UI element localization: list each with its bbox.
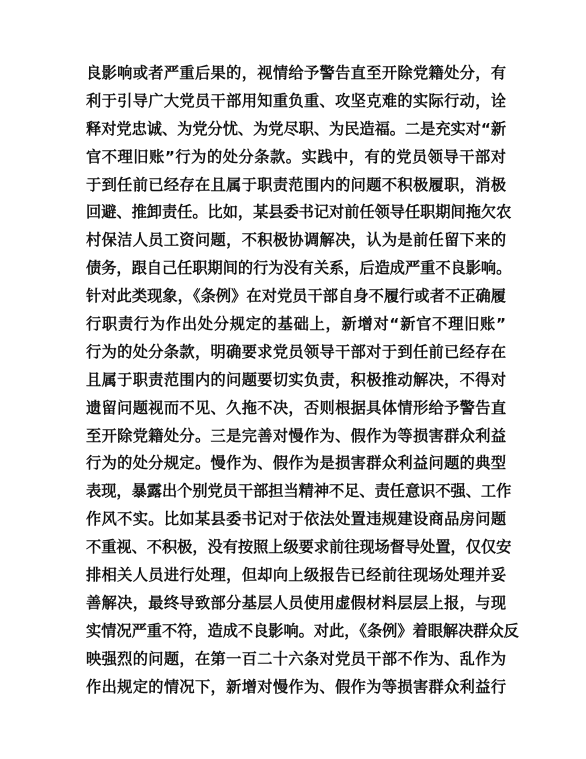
text-line: 针对此类现象，《条例》在对党员干部自身不履行或者不正确履 <box>86 287 506 306</box>
text-line: 排相关人员进行处理，但却向上级报告已经前往现场处理并妥 <box>86 566 506 585</box>
text-line: 利于引导广大党员干部用知重负重、攻坚克难的实际行动，诠 <box>86 91 506 110</box>
text-line: 村保洁人员工资问题，不积极协调解决，认为是前任留下来的 <box>86 231 506 250</box>
text-line: 良影响或者严重后果的，视情给予警告直至开除党籍处分，有 <box>86 64 506 82</box>
body-text <box>86 60 519 701</box>
text-line: 遗留问题视而不见、久拖不决，否则根据具体情形给予警告直 <box>86 398 506 417</box>
text-line: 映强烈的问题，在第一百二十六条对党员干部不作为、乱作为 <box>86 649 506 668</box>
text-line: 作出规定的情况下，新增对慢作为、假作为等损害群众利益行 <box>86 677 506 696</box>
text-line: 回避、推卸责任。比如，某县委书记对前任领导任职期间拖欠农 <box>86 203 512 222</box>
text-line: 行职责行为作出处分规定的基础上，新增对“新官不理旧账” <box>86 315 506 334</box>
text-line: 行为的处分条款，明确要求党员领导干部对于到任前已经存在 <box>86 342 506 361</box>
text-line: 于到任前已经存在且属于职责范围内的问题不积极履职，消极 <box>86 175 506 194</box>
text-line: 官不理旧账”行为的处分条款。实践中，有的党员领导干部对 <box>86 147 506 166</box>
text-line: 释对党忠诚、为党分忧、为党尽职、为民造福。二是充实对“新 <box>86 119 507 138</box>
text-line: 不重视、不积极，没有按照上级要求前往现场督导处置，仅仅安 <box>86 538 512 557</box>
text-line: 且属于职责范围内的问题要切实负责，积极推动解决，不得对 <box>86 370 506 389</box>
text-line: 债务，跟自己任职期间的行为没有关系，后造成严重不良影响。 <box>86 259 512 278</box>
text-line: 行为的处分规定。慢作为、假作为是损害群众利益问题的典型 <box>86 454 506 473</box>
text-line: 实情况严重不符，造成不良影响。对此，《条例》着眼解决群众反 <box>86 621 519 640</box>
text-line: 作风不实。比如某县委书记对于依法处置违规建设商品房问题 <box>86 510 506 529</box>
text-line: 表现，暴露出个别党员干部担当精神不足、责任意识不强、工作 <box>86 482 512 501</box>
text-line: 善解决，最终导致部分基层人员使用虚假材料层层上报，与现 <box>86 593 506 612</box>
text-line: 至开除党籍处分。三是完善对慢作为、假作为等损害群众利益 <box>86 426 506 445</box>
